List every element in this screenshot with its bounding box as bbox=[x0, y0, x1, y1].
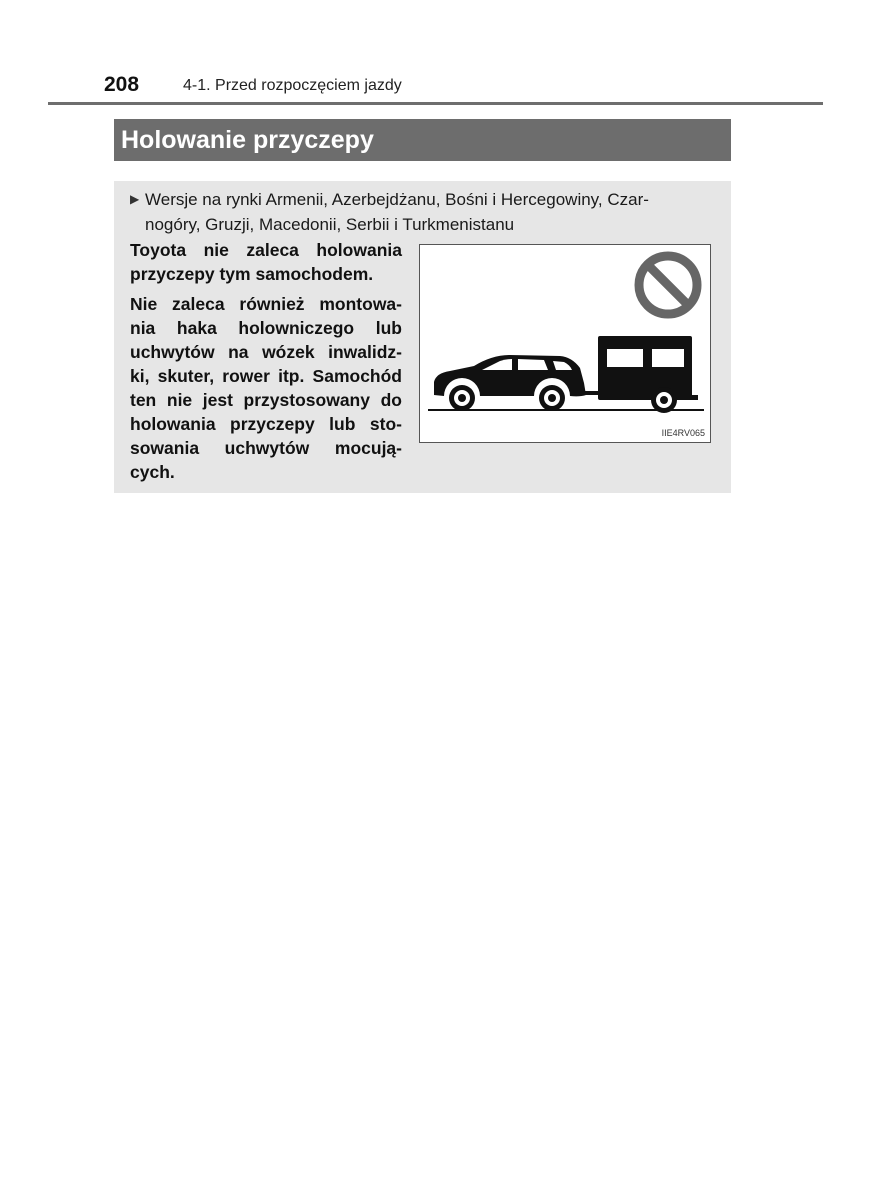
warning-line: uchwytów na wózek inwalidz- bbox=[130, 342, 402, 362]
page-header bbox=[0, 72, 877, 102]
market-note bbox=[130, 187, 720, 237]
suv-car-icon bbox=[434, 355, 600, 411]
market-note-line-2: nogóry, Gruzji, Macedonii, Serbii i Turkmenistanu bbox=[145, 215, 515, 234]
warning-paragraph-1 bbox=[130, 238, 402, 286]
header-divider bbox=[48, 102, 823, 105]
info-box bbox=[114, 181, 731, 493]
warning-line: nia haka holowniczego lub bbox=[130, 318, 402, 338]
warning-line: sowania uchwytów mocują- bbox=[130, 438, 402, 458]
page-number: 208 bbox=[104, 73, 140, 96]
page-title: Holowanie przyczepy bbox=[121, 126, 374, 154]
warning-line: ki, skuter, rower itp. Samochód bbox=[130, 366, 402, 386]
market-note-line-1: Wersje na rynki Armenii, Azerbejdżanu, Bośni i Hercegowiny, Czar- bbox=[145, 190, 649, 209]
warning-line: Nie zaleca również montowa- bbox=[130, 294, 402, 314]
prohibited-icon bbox=[639, 256, 697, 314]
title-bar bbox=[114, 119, 731, 161]
warning-paragraph-2 bbox=[130, 292, 402, 484]
trailer-icon bbox=[598, 336, 698, 413]
illustration-code: IIE4RV065 bbox=[661, 428, 705, 438]
warning-line: cych. bbox=[130, 462, 175, 482]
warning-line: ten nie jest przystosowany do bbox=[130, 390, 402, 410]
towing-illustration-graphic bbox=[420, 245, 710, 442]
towing-illustration bbox=[419, 244, 711, 443]
triangle-bullet-icon: ▶ bbox=[130, 192, 140, 206]
warning-line: holowania przyczepy lub sto- bbox=[130, 414, 402, 434]
warning-text bbox=[130, 238, 402, 490]
warning-line: Toyota nie zaleca holowania bbox=[130, 240, 402, 260]
warning-line: przyczepy tym samochodem. bbox=[130, 264, 374, 284]
section-title: 4-1. Przed rozpoczęciem jazdy bbox=[183, 77, 402, 94]
